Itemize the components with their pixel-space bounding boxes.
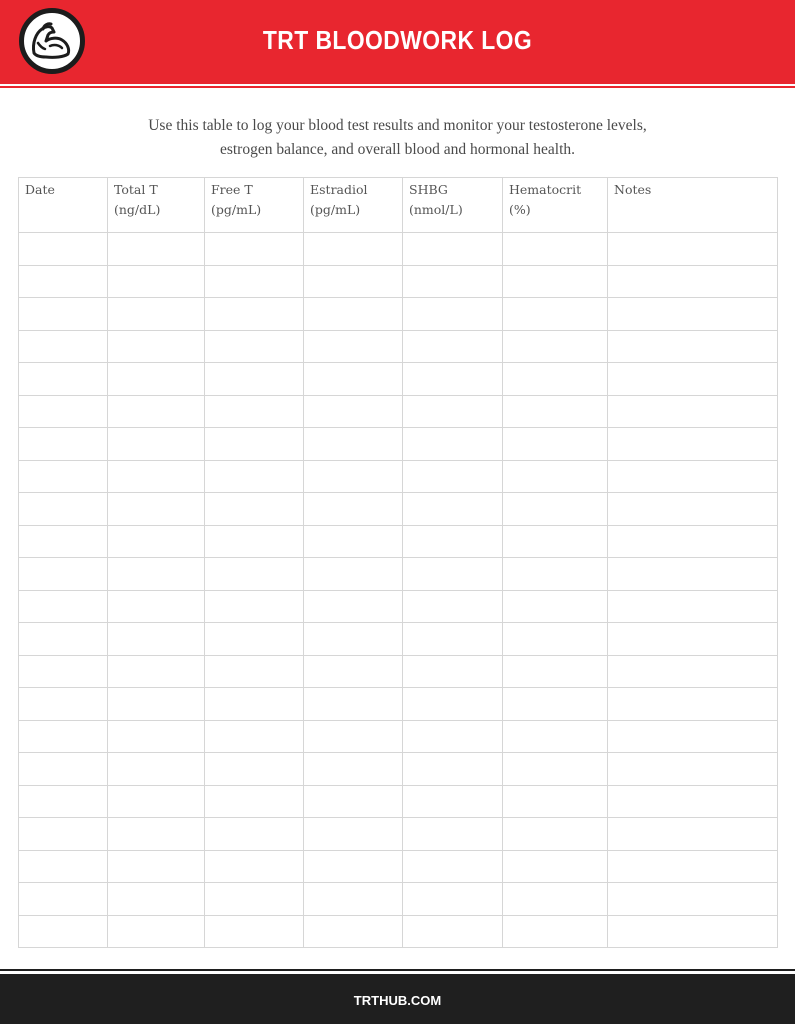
entry-cell[interactable] (19, 558, 108, 591)
entry-cell[interactable] (503, 395, 608, 428)
entry-cell[interactable] (205, 590, 304, 623)
entry-cell[interactable] (19, 525, 108, 558)
column-header-hematocrit (503, 178, 608, 233)
entry-cell[interactable] (608, 395, 778, 428)
entry-cell[interactable] (304, 363, 403, 396)
table-row (19, 395, 778, 428)
entry-cell[interactable] (608, 298, 778, 331)
entry-cell[interactable] (608, 753, 778, 786)
entry-cell[interactable] (608, 330, 778, 363)
entry-cell[interactable] (503, 460, 608, 493)
entry-cell[interactable] (304, 850, 403, 883)
entry-cell[interactable] (19, 720, 108, 753)
entry-cell[interactable] (403, 720, 503, 753)
entry-cell[interactable] (608, 818, 778, 851)
entry-cell[interactable] (403, 590, 503, 623)
entry-cell[interactable] (108, 428, 205, 461)
entry-cell[interactable] (108, 753, 205, 786)
entry-cell[interactable] (403, 883, 503, 916)
table-row (19, 493, 778, 526)
entry-cell[interactable] (205, 460, 304, 493)
entry-cell[interactable] (304, 753, 403, 786)
column-unit: (pg/mL) (310, 202, 361, 217)
entry-cell[interactable] (304, 233, 403, 266)
entry-cell[interactable] (108, 623, 205, 656)
table-row (19, 818, 778, 851)
entry-cell[interactable] (19, 883, 108, 916)
entry-cell[interactable] (205, 623, 304, 656)
entry-cell[interactable] (503, 298, 608, 331)
entry-cell[interactable] (205, 655, 304, 688)
entry-cell[interactable] (403, 623, 503, 656)
entry-cell[interactable] (503, 558, 608, 591)
column-label: SHBG (409, 182, 448, 197)
table-row (19, 883, 778, 916)
entry-cell[interactable] (403, 688, 503, 721)
entry-cell[interactable] (403, 525, 503, 558)
entry-cell[interactable] (304, 395, 403, 428)
entry-cell[interactable] (608, 785, 778, 818)
entry-cell[interactable] (304, 720, 403, 753)
entry-cell[interactable] (304, 688, 403, 721)
table-row (19, 850, 778, 883)
entry-cell[interactable] (403, 298, 503, 331)
entry-cell[interactable] (19, 363, 108, 396)
entry-cell[interactable] (205, 785, 304, 818)
entry-cell[interactable] (608, 623, 778, 656)
entry-cell[interactable] (205, 558, 304, 591)
table-row (19, 525, 778, 558)
entry-cell[interactable] (108, 298, 205, 331)
entry-cell[interactable] (304, 460, 403, 493)
entry-cell[interactable] (108, 363, 205, 396)
table-row (19, 298, 778, 331)
column-header-estradiol (304, 178, 403, 233)
entry-cell[interactable] (403, 428, 503, 461)
entry-cell[interactable] (19, 818, 108, 851)
entry-cell[interactable] (19, 753, 108, 786)
entry-cell[interactable] (403, 753, 503, 786)
entry-cell[interactable] (608, 883, 778, 916)
entry-cell[interactable] (205, 688, 304, 721)
entry-cell[interactable] (205, 883, 304, 916)
entry-cell[interactable] (205, 298, 304, 331)
entry-cell[interactable] (205, 915, 304, 948)
entry-cell[interactable] (205, 265, 304, 298)
entry-cell[interactable] (108, 915, 205, 948)
entry-cell[interactable] (403, 915, 503, 948)
table-row (19, 265, 778, 298)
entry-cell[interactable] (19, 493, 108, 526)
entry-cell[interactable] (503, 915, 608, 948)
entry-cell[interactable] (205, 428, 304, 461)
intro-line-1: Use this table to log your blood test results and monitor your testosterone levels, (148, 117, 647, 134)
entry-cell[interactable] (108, 558, 205, 591)
footer-divider (0, 969, 795, 971)
entry-cell[interactable] (403, 655, 503, 688)
header-divider (0, 86, 795, 88)
page-title: TRT BLOODWORK LOG (262, 25, 533, 55)
entry-cell[interactable] (205, 395, 304, 428)
entry-cell[interactable] (304, 428, 403, 461)
entry-cell[interactable] (108, 525, 205, 558)
column-unit: (ng/dL) (114, 202, 161, 217)
entry-cell[interactable] (19, 623, 108, 656)
entry-cell[interactable] (608, 428, 778, 461)
entry-cell[interactable] (19, 298, 108, 331)
logo (19, 8, 85, 74)
entry-cell[interactable] (205, 363, 304, 396)
entry-cell[interactable] (19, 233, 108, 266)
entry-cell[interactable] (608, 265, 778, 298)
intro-text (60, 114, 735, 162)
entry-cell[interactable] (205, 818, 304, 851)
table-row (19, 915, 778, 948)
entry-cell[interactable] (608, 460, 778, 493)
entry-cell[interactable] (304, 915, 403, 948)
entry-cell[interactable] (205, 330, 304, 363)
entry-cell[interactable] (19, 330, 108, 363)
entry-cell[interactable] (304, 265, 403, 298)
entry-cell[interactable] (403, 395, 503, 428)
entry-cell[interactable] (403, 818, 503, 851)
entry-cell[interactable] (19, 655, 108, 688)
table-row (19, 330, 778, 363)
table-row (19, 623, 778, 656)
entry-cell[interactable] (503, 233, 608, 266)
entry-cell[interactable] (304, 785, 403, 818)
entry-cell[interactable] (403, 493, 503, 526)
entry-cell[interactable] (19, 428, 108, 461)
entry-cell[interactable] (108, 265, 205, 298)
table-row (19, 590, 778, 623)
column-header-shbg (403, 178, 503, 233)
entry-cell[interactable] (19, 395, 108, 428)
column-label: Free T (211, 182, 253, 197)
entry-cell[interactable] (205, 493, 304, 526)
table-row (19, 753, 778, 786)
entry-cell[interactable] (304, 558, 403, 591)
entry-cell[interactable] (108, 655, 205, 688)
bloodwork-table (18, 177, 778, 948)
entry-cell[interactable] (403, 330, 503, 363)
entry-cell[interactable] (608, 590, 778, 623)
entry-cell[interactable] (19, 688, 108, 721)
entry-cell[interactable] (503, 493, 608, 526)
entry-cell[interactable] (608, 525, 778, 558)
entry-cell[interactable] (503, 818, 608, 851)
entry-cell[interactable] (608, 915, 778, 948)
entry-cell[interactable] (304, 525, 403, 558)
column-label: Total T (114, 182, 158, 197)
column-label: Estradiol (310, 182, 368, 197)
entry-cell[interactable] (403, 785, 503, 818)
header-banner (0, 0, 795, 84)
entry-cell[interactable] (108, 233, 205, 266)
entry-cell[interactable] (503, 785, 608, 818)
entry-cell[interactable] (503, 623, 608, 656)
entry-cell[interactable] (608, 850, 778, 883)
entry-cell[interactable] (108, 818, 205, 851)
column-header-date (19, 178, 108, 233)
entry-cell[interactable] (503, 428, 608, 461)
entry-cell[interactable] (304, 655, 403, 688)
entry-cell[interactable] (503, 265, 608, 298)
entry-cell[interactable] (108, 493, 205, 526)
entry-cell[interactable] (608, 558, 778, 591)
entry-cell[interactable] (304, 590, 403, 623)
entry-cell[interactable] (608, 655, 778, 688)
entry-cell[interactable] (503, 330, 608, 363)
table-row (19, 460, 778, 493)
entry-cell[interactable] (304, 493, 403, 526)
table-row (19, 363, 778, 396)
entry-cell[interactable] (205, 753, 304, 786)
column-header-free-t (205, 178, 304, 233)
column-unit: (nmol/L) (409, 202, 463, 217)
table-row (19, 785, 778, 818)
column-label: Date (25, 182, 55, 197)
entry-cell[interactable] (304, 298, 403, 331)
entry-cell[interactable] (108, 720, 205, 753)
column-unit: (pg/mL) (211, 202, 262, 217)
column-label: Notes (614, 182, 652, 197)
table-row (19, 720, 778, 753)
column-header-total-t (108, 178, 205, 233)
entry-cell[interactable] (108, 688, 205, 721)
intro-line-2: estrogen balance, and overall blood and hormonal health. (219, 141, 576, 158)
entry-cell[interactable] (503, 883, 608, 916)
entry-cell[interactable] (19, 850, 108, 883)
entry-cell[interactable] (108, 883, 205, 916)
entry-cell[interactable] (403, 558, 503, 591)
entry-cell[interactable] (403, 460, 503, 493)
table-body (19, 233, 778, 948)
entry-cell[interactable] (608, 363, 778, 396)
entry-cell[interactable] (108, 330, 205, 363)
table-row (19, 428, 778, 461)
entry-cell[interactable] (503, 525, 608, 558)
entry-cell[interactable] (403, 363, 503, 396)
table-header-row (19, 178, 778, 233)
entry-cell[interactable] (205, 850, 304, 883)
entry-cell[interactable] (503, 720, 608, 753)
entry-cell[interactable] (108, 850, 205, 883)
entry-cell[interactable] (304, 330, 403, 363)
column-header-notes (608, 178, 778, 233)
entry-cell[interactable] (304, 623, 403, 656)
entry-cell[interactable] (608, 233, 778, 266)
entry-cell[interactable] (503, 688, 608, 721)
entry-cell[interactable] (19, 915, 108, 948)
entry-cell[interactable] (304, 818, 403, 851)
entry-cell[interactable] (503, 590, 608, 623)
table-row (19, 655, 778, 688)
entry-cell[interactable] (403, 850, 503, 883)
entry-cell[interactable] (19, 785, 108, 818)
entry-cell[interactable] (205, 525, 304, 558)
entry-cell[interactable] (403, 233, 503, 266)
entry-cell[interactable] (19, 460, 108, 493)
entry-cell[interactable] (608, 720, 778, 753)
table-row (19, 558, 778, 591)
column-label: Hematocrit (509, 182, 582, 197)
entry-cell[interactable] (108, 785, 205, 818)
entry-cell[interactable] (503, 753, 608, 786)
flexed-arm-icon (24, 13, 80, 69)
entry-cell[interactable] (503, 363, 608, 396)
entry-cell[interactable] (503, 655, 608, 688)
entry-cell[interactable] (608, 493, 778, 526)
entry-cell[interactable] (108, 590, 205, 623)
entry-cell[interactable] (608, 688, 778, 721)
table-row (19, 688, 778, 721)
entry-cell[interactable] (108, 395, 205, 428)
entry-cell[interactable] (205, 233, 304, 266)
entry-cell[interactable] (108, 460, 205, 493)
footer-site-link[interactable]: TRTHUB.COM (353, 993, 442, 1008)
entry-cell[interactable] (403, 265, 503, 298)
entry-cell[interactable] (19, 590, 108, 623)
entry-cell[interactable] (205, 720, 304, 753)
column-unit: (%) (509, 202, 531, 217)
entry-cell[interactable] (304, 883, 403, 916)
table-row (19, 233, 778, 266)
footer-bar (0, 974, 795, 1024)
entry-cell[interactable] (19, 265, 108, 298)
entry-cell[interactable] (503, 850, 608, 883)
